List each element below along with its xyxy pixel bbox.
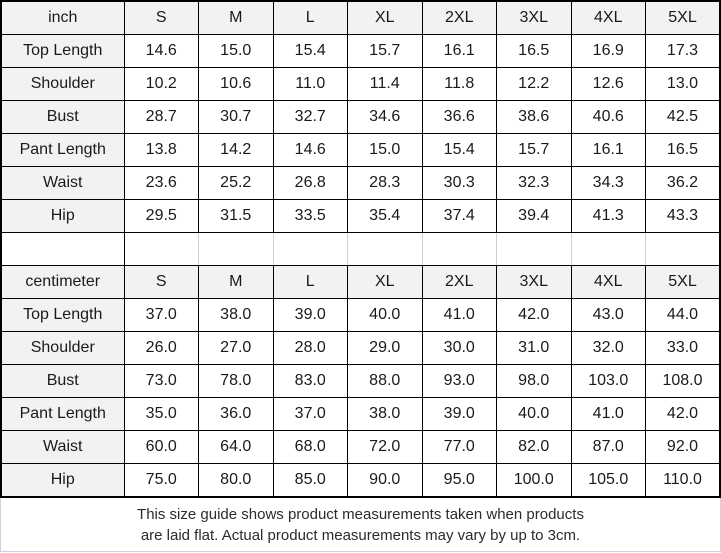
unit-header-cell: centimeter (1, 266, 124, 299)
measurement-value: 80.0 (199, 464, 274, 498)
measurement-value: 26.8 (273, 167, 348, 200)
measurement-value: 88.0 (348, 365, 423, 398)
table-row (1, 365, 720, 398)
measurement-value: 11.4 (348, 68, 423, 101)
table-row (1, 68, 720, 101)
measurement-value: 68.0 (273, 431, 348, 464)
size-guide-note-line1: This size guide shows product measurements taken when products (137, 505, 584, 523)
table-row (1, 134, 720, 167)
measurement-value: 92.0 (646, 431, 721, 464)
measurement-value: 14.6 (273, 134, 348, 167)
measurement-value: 39.0 (422, 398, 497, 431)
spacer-cell (497, 233, 572, 266)
measurement-value: 36.0 (199, 398, 274, 431)
measurement-value: 39.4 (497, 200, 572, 233)
measurement-value: 32.3 (497, 167, 572, 200)
measurement-value: 100.0 (497, 464, 572, 498)
measurement-value: 27.0 (199, 332, 274, 365)
measurement-value: 37.0 (273, 398, 348, 431)
measurement-value: 28.3 (348, 167, 423, 200)
measurement-value: 39.0 (273, 299, 348, 332)
measurement-value: 60.0 (124, 431, 199, 464)
measurement-value: 13.8 (124, 134, 199, 167)
measurement-value: 14.6 (124, 35, 199, 68)
size-column-header: S (124, 266, 199, 299)
measurement-value: 36.2 (646, 167, 721, 200)
spacer-cell (571, 233, 646, 266)
table-row (1, 35, 720, 68)
size-column-header: XL (348, 1, 423, 35)
measurement-value: 12.2 (497, 68, 572, 101)
measurement-value: 38.0 (199, 299, 274, 332)
size-column-header: 4XL (571, 1, 646, 35)
measurement-value: 15.4 (422, 134, 497, 167)
spacer-cell (348, 233, 423, 266)
spacer-cell (1, 233, 124, 266)
measurement-value: 40.0 (497, 398, 572, 431)
measurement-value: 43.3 (646, 200, 721, 233)
measurement-value: 29.5 (124, 200, 199, 233)
size-column-header: 2XL (422, 1, 497, 35)
measurement-value: 38.0 (348, 398, 423, 431)
spacer-cell (273, 233, 348, 266)
measurement-value: 87.0 (571, 431, 646, 464)
measurement-value: 30.0 (422, 332, 497, 365)
unit-header-cell: inch (1, 1, 124, 35)
measurement-value: 38.6 (497, 101, 572, 134)
measurement-value: 29.0 (348, 332, 423, 365)
measurement-value: 78.0 (199, 365, 274, 398)
measurement-value: 83.0 (273, 365, 348, 398)
size-column-header: 3XL (497, 1, 572, 35)
spacer-cell (422, 233, 497, 266)
table-row (1, 167, 720, 200)
measurement-value: 108.0 (646, 365, 721, 398)
measurement-value: 40.6 (571, 101, 646, 134)
measurement-value: 31.0 (497, 332, 572, 365)
measurement-label: Bust (1, 101, 124, 134)
measurement-value: 16.5 (497, 35, 572, 68)
size-column-header: M (199, 1, 274, 35)
measurement-value: 11.0 (273, 68, 348, 101)
size-column-header: M (199, 266, 274, 299)
measurement-value: 17.3 (646, 35, 721, 68)
measurement-label: Shoulder (1, 332, 124, 365)
measurement-value: 93.0 (422, 365, 497, 398)
measurement-value: 95.0 (422, 464, 497, 498)
measurement-value: 73.0 (124, 365, 199, 398)
measurement-value: 14.2 (199, 134, 274, 167)
measurement-value: 15.7 (497, 134, 572, 167)
measurement-value: 30.7 (199, 101, 274, 134)
measurement-value: 12.6 (571, 68, 646, 101)
table-row (1, 299, 720, 332)
measurement-value: 16.1 (571, 134, 646, 167)
size-guide-note-line2: are laid flat. Actual product measurements may vary by up to 3cm. (140, 526, 581, 544)
table-row (1, 464, 720, 498)
measurement-value: 23.6 (124, 167, 199, 200)
measurement-value: 10.6 (199, 68, 274, 101)
measurement-value: 82.0 (497, 431, 572, 464)
size-column-header: 3XL (497, 266, 572, 299)
size-column-header: 4XL (571, 266, 646, 299)
measurement-value: 15.4 (273, 35, 348, 68)
size-guide-note (0, 498, 721, 552)
measurement-value: 90.0 (348, 464, 423, 498)
table-row (1, 431, 720, 464)
measurement-label: Waist (1, 167, 124, 200)
measurement-label: Shoulder (1, 68, 124, 101)
measurement-value: 28.0 (273, 332, 348, 365)
measurement-value: 34.3 (571, 167, 646, 200)
measurement-label: Pant Length (1, 134, 124, 167)
measurement-value: 42.0 (497, 299, 572, 332)
measurement-value: 77.0 (422, 431, 497, 464)
measurement-value: 13.0 (646, 68, 721, 101)
measurement-value: 41.3 (571, 200, 646, 233)
size-column-header: XL (348, 266, 423, 299)
size-column-header: S (124, 1, 199, 35)
measurement-value: 42.5 (646, 101, 721, 134)
measurement-value: 16.9 (571, 35, 646, 68)
measurement-value: 28.7 (124, 101, 199, 134)
table-row (1, 200, 720, 233)
measurement-value: 40.0 (348, 299, 423, 332)
measurement-value: 42.0 (646, 398, 721, 431)
measurement-value: 103.0 (571, 365, 646, 398)
size-column-header: L (273, 266, 348, 299)
measurement-value: 75.0 (124, 464, 199, 498)
table-row (1, 332, 720, 365)
measurement-label: Hip (1, 464, 124, 498)
size-header-row (1, 1, 720, 35)
measurement-value: 33.0 (646, 332, 721, 365)
measurement-label: Pant Length (1, 398, 124, 431)
measurement-value: 35.0 (124, 398, 199, 431)
spacer-cell (199, 233, 274, 266)
table-row (1, 101, 720, 134)
measurement-label: Bust (1, 365, 124, 398)
measurement-value: 36.6 (422, 101, 497, 134)
size-header-row (1, 266, 720, 299)
measurement-value: 32.7 (273, 101, 348, 134)
spacer-cell (646, 233, 721, 266)
measurement-value: 16.5 (646, 134, 721, 167)
measurement-value: 110.0 (646, 464, 721, 498)
measurement-label: Top Length (1, 35, 124, 68)
measurement-value: 41.0 (422, 299, 497, 332)
measurement-value: 37.4 (422, 200, 497, 233)
measurement-value: 10.2 (124, 68, 199, 101)
measurement-label: Waist (1, 431, 124, 464)
measurement-value: 72.0 (348, 431, 423, 464)
measurement-value: 25.2 (199, 167, 274, 200)
measurement-value: 33.5 (273, 200, 348, 233)
measurement-value: 98.0 (497, 365, 572, 398)
table-row (1, 398, 720, 431)
measurement-value: 64.0 (199, 431, 274, 464)
measurement-value: 15.7 (348, 35, 423, 68)
measurement-value: 26.0 (124, 332, 199, 365)
measurement-value: 34.6 (348, 101, 423, 134)
measurement-value: 41.0 (571, 398, 646, 431)
size-column-header: L (273, 1, 348, 35)
measurement-value: 43.0 (571, 299, 646, 332)
measurement-value: 15.0 (348, 134, 423, 167)
measurement-label: Hip (1, 200, 124, 233)
size-column-header: 2XL (422, 266, 497, 299)
measurement-value: 31.5 (199, 200, 274, 233)
measurement-value: 11.8 (422, 68, 497, 101)
measurement-value: 30.3 (422, 167, 497, 200)
measurement-value: 44.0 (646, 299, 721, 332)
measurement-label: Top Length (1, 299, 124, 332)
measurement-value: 32.0 (571, 332, 646, 365)
measurement-value: 35.4 (348, 200, 423, 233)
measurement-value: 85.0 (273, 464, 348, 498)
spacer-row (1, 233, 720, 266)
measurement-value: 37.0 (124, 299, 199, 332)
measurement-value: 105.0 (571, 464, 646, 498)
measurement-value: 16.1 (422, 35, 497, 68)
measurement-value: 15.0 (199, 35, 274, 68)
size-column-header: 5XL (646, 1, 721, 35)
spacer-cell (124, 233, 199, 266)
size-column-header: 5XL (646, 266, 721, 299)
